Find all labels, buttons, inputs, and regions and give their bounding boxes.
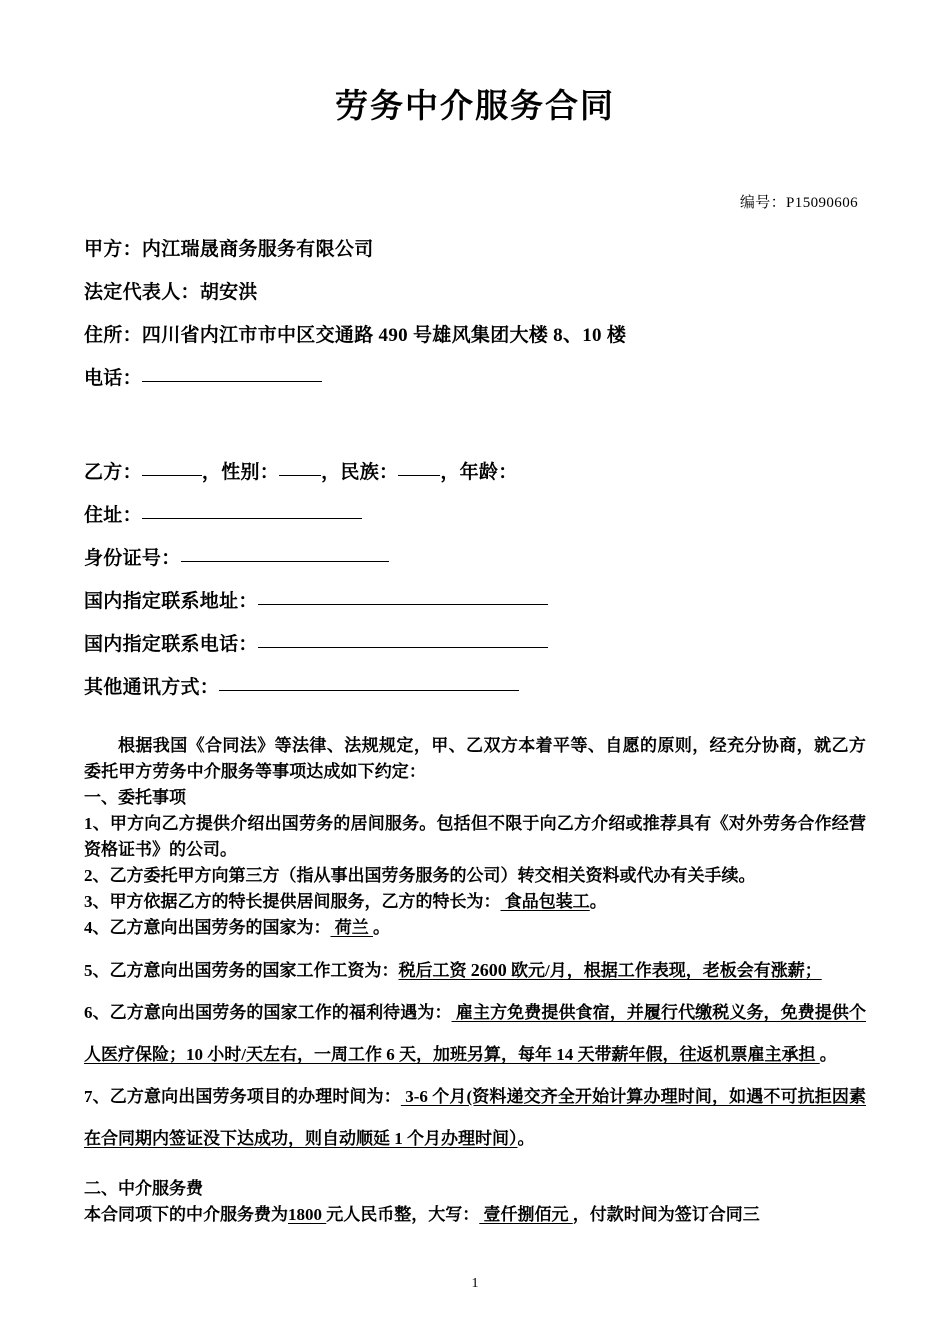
clause-1-3-prefix: 3、甲方依据乙方的特长提供居间服务，乙方的特长为：	[84, 891, 501, 911]
party-b-domestic-phone-label: 国内指定联系电话：	[84, 633, 258, 655]
contract-number-label: 编号：	[739, 194, 787, 211]
clause-1-2: 2、乙方委托甲方向第三方（指从事出国劳务服务的公司）转交相关资料或代办有关手续。	[84, 865, 756, 885]
party-b-domestic-address-line	[84, 580, 866, 623]
party-b-domestic-address-label: 国内指定联系地址：	[84, 590, 258, 612]
party-b-ethnicity-label: ，民族：	[321, 461, 399, 483]
party-b-domestic-phone-line	[84, 623, 866, 666]
party-a-name-label: 甲方：	[84, 238, 142, 260]
party-a-block	[84, 228, 866, 400]
clause-1-6	[84, 992, 866, 1076]
clause-1-5-amount[interactable]: 2600	[470, 959, 507, 980]
party-b-domestic-address-input[interactable]	[258, 604, 548, 605]
section-two-heading: 二、中介服务费	[84, 1178, 203, 1198]
party-b-other-contact-input[interactable]	[219, 690, 519, 691]
clause-1-6-value[interactable]: 雇主方免费提供食宿，并履行代缴税义务，免费提供个人医疗保险；10 小时/天左右，一周工作 6 天，加班另算，每年 14 天带薪年假，往返机票雇主承担	[84, 1002, 867, 1064]
party-b-id-label: 身份证号：	[84, 547, 181, 569]
clause-1-6-suffix: 。	[819, 1044, 837, 1064]
clause-2-fee	[84, 1202, 866, 1228]
clause-1-6-prefix: 6、乙方意向出国劳务的国家工作的福利待遇为：	[84, 1002, 452, 1022]
party-a-legal-rep-line	[84, 271, 866, 314]
clause-1-7-value[interactable]: 3-6 个月(资料递交齐全开始计算办理时间，如遇不可抗拒因素在合同期内签证没下达成功，则自动顺延 1 个月办理时间）	[84, 1086, 866, 1148]
party-b-sex-label: ，性别：	[201, 461, 280, 483]
page-number: 1	[471, 1276, 479, 1291]
fee-amount-words[interactable]: 壹仟捌佰元	[479, 1204, 573, 1224]
contract-number	[84, 191, 866, 212]
clause-1-3-suffix: 。	[589, 891, 607, 911]
spacer	[84, 1160, 866, 1176]
party-a-address-label: 住所：	[84, 324, 142, 346]
party-a-name-value: 内江瑞晟商务服务有限公司	[141, 238, 374, 260]
party-b-address-line	[84, 494, 866, 537]
spacer	[84, 941, 866, 949]
fee-suffix: ，付款时间为签订合同三	[572, 1204, 760, 1224]
section-one-heading: 一、委托事项	[84, 787, 186, 807]
party-a-address-line	[84, 314, 866, 357]
clause-1-4-value[interactable]: 荷兰	[330, 917, 373, 937]
party-b-name-label: 乙方：	[84, 461, 142, 483]
clause-1-4-suffix: 。	[373, 917, 390, 937]
party-b-other-contact-line	[84, 666, 866, 709]
clause-1-7-prefix: 7、乙方意向出国劳务项目的办理时间为：	[84, 1086, 401, 1106]
clause-1-5	[84, 949, 866, 992]
party-b-other-contact-label: 其他通讯方式：	[84, 676, 220, 698]
clause-1-3	[84, 889, 866, 915]
party-a-address-value: 四川省内江市市中区交通路 490 号雄风集团大楼 8、10 楼	[141, 324, 627, 346]
party-b-sex-input[interactable]	[279, 475, 321, 476]
party-b-ethnicity-input[interactable]	[398, 475, 440, 476]
party-a-legal-rep-label: 法定代表人：	[84, 281, 200, 303]
party-a-phone-input[interactable]	[142, 381, 322, 382]
party-b-id-line	[84, 537, 866, 580]
fee-amount[interactable]: 1800	[288, 1204, 327, 1224]
party-b-domestic-phone-input[interactable]	[258, 647, 548, 648]
clause-1-4	[84, 915, 866, 941]
party-a-phone-line	[84, 357, 866, 400]
fee-middle: 元人民币整，大写：	[326, 1204, 480, 1224]
party-b-age-label: ，年龄：	[440, 461, 518, 483]
clause-1-7	[84, 1076, 866, 1160]
page-title: 劳务中介服务合同	[335, 89, 615, 125]
party-a-name-line	[84, 228, 866, 271]
clause-1-5-value-a[interactable]: 税后工资	[398, 960, 471, 980]
clause-1-7-suffix: 。	[517, 1128, 535, 1148]
fee-prefix: 本合同项下的中介服务费为	[84, 1204, 288, 1224]
clause-1-1: 1、甲方向乙方提供介绍出国劳务的居间服务。包括但不限于向乙方介绍或推荐具有《对外劳务合作经营资格证书》的公司。	[84, 813, 866, 859]
contract-number-value: P15090606	[786, 194, 858, 211]
party-b-address-label: 住址：	[84, 504, 142, 526]
party-a-legal-rep-value: 胡安洪	[199, 281, 258, 303]
party-b-id-input[interactable]	[181, 561, 389, 562]
clause-1-5-prefix: 5、乙方意向出国劳务的国家工作工资为：	[84, 960, 399, 980]
party-b-address-input[interactable]	[142, 518, 362, 519]
clause-1-3-value[interactable]: 食品包装工	[500, 891, 590, 911]
preamble-paragraph: 根据我国《合同法》等法律、法规规定，甲、乙双方本着平等、自愿的原则，经充分协商，就乙方委托甲方劳务中介服务等事项达成如下约定：	[84, 735, 866, 781]
party-a-phone-label: 电话：	[84, 367, 142, 389]
party-b-name-input[interactable]	[142, 475, 202, 476]
party-b-block	[84, 451, 866, 709]
clause-1-5-value-b[interactable]: 欧元/月，根据工作表现，老板会有涨薪；	[506, 960, 822, 980]
clause-1-4-prefix: 4、乙方意向出国劳务的国家为：	[84, 917, 331, 937]
party-b-identity-line	[84, 451, 866, 494]
